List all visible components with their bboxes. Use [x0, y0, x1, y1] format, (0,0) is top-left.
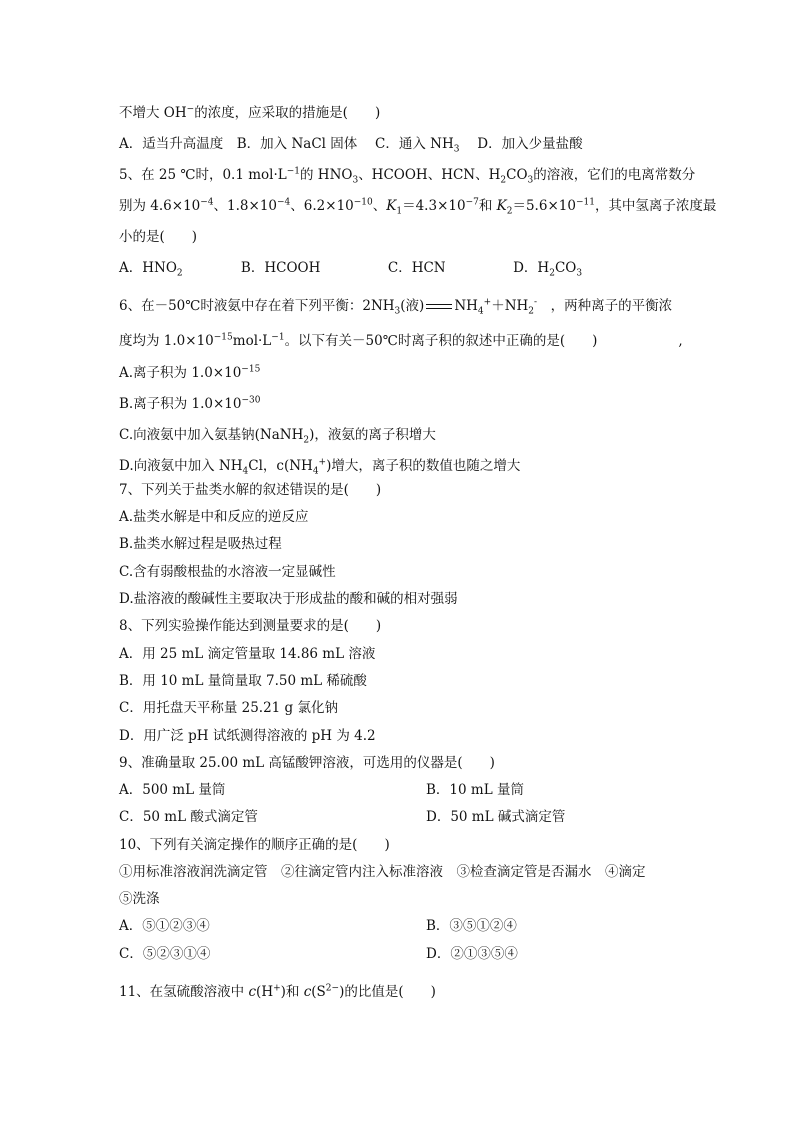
text-line-l24: B．10 mL 量筒 [426, 782, 524, 798]
text-line-l21: D．用广泛 pH 试纸测得溶液的 pH 为 4.2 [119, 728, 376, 744]
text-line-l26: D．50 mL 碱式滴定管 [426, 809, 566, 825]
text-line-l8: A.离子积为 $1.0\times 10^{-15}$ [119, 364, 261, 381]
text-line-l6: 6、在－50℃时液氨中存在着下列平衡：$2NH_3$(液) $NH_4^++NH_2^-$ ，两种离子的平衡浓 [119, 297, 673, 317]
text-line-l32: C．⑤②③①④ [119, 946, 211, 962]
text-line-l7: 度均为 $1.0\times 10^{-15}mol\cdot L^{-1}$。以下有关－50℃时离子积的叙述中正确的是( ) , [119, 332, 683, 349]
text-line-l20: C．用托盘天平称量 25.21 g 氯化钠 [119, 700, 338, 716]
text-line-l18: A．用 25 mL 滴定管量取 14.86 mL 溶液 [119, 646, 376, 662]
text-line-l30: A．⑤①②③④ [119, 918, 210, 934]
text-line-l16: D.盐溶液的酸碱性主要取决于形成盐的酸和碱的相对强弱 [119, 591, 458, 607]
text-line-l3: 别为 $4.6\times 10^{-4}$、$1.8\times 10^{-4}$、$6.2\times 10^{-10}$、$K_1=4.3\times 10^{-7}$和 $K_2=5.6\times 10^{-11}$，其中氢离子浓度最 [119, 197, 717, 217]
text-line-l27: 10、下列有关滴定操作的顺序正确的是( ) [119, 837, 390, 853]
text-line-l19: B．用 10 mL 量筒量取 7.50 mL 稀硫酸 [119, 673, 367, 689]
text-line-l5: A．$HNO_2$ B．HCOOH C．HCN D．$H_2CO_3$ [119, 260, 583, 279]
text-line-l11: D.向液氨中加入 $NH_4Cl$，$c(NH_4^+)$增大，离子积的数值也随之增大 [119, 457, 521, 477]
text-line-l28: ①用标准溶液润洗滴定管 ②往滴定管内注入标准溶液 ③检查滴定管是否漏水 ④滴定 [119, 864, 646, 880]
text-line-l31: B．③⑤①②④ [426, 918, 517, 934]
text-line-l10: C.向液氨中加入氨基钠(NaNH$_2$)，液氨的离子积增大 [119, 427, 436, 446]
text-line-l15: C.含有弱酸根盐的水溶液一定显碱性 [119, 564, 336, 580]
text-line-l23: A．500 mL 量筒 [119, 782, 226, 798]
text-line-l13: A.盐类水解是中和反应的逆反应 [119, 509, 309, 525]
text-line-l9: B.离子积为 $1.0\times 10^{-30}$ [119, 395, 261, 412]
text-line-l14: B.盐类水解过程是吸热过程 [119, 536, 282, 552]
text-line-l29: ⑤洗涤 [119, 891, 160, 907]
text-line-l34: 11、在氢硫酸溶液中 c(H+)和 $c(S^{2-})$的比值是( ) [119, 983, 436, 1000]
text-line-l4: 小的是( ) [119, 229, 198, 245]
text-line-l25: C．50 mL 酸式滴定管 [119, 809, 258, 825]
text-line-l0: 不增大 OH−的浓度，应采取的措施是( ) [119, 104, 381, 121]
text-line-l2: 5、在 25 ℃时，0.1 $mol\cdot L^{-1}$的 $HNO_3$、HCOOH、HCN、$H_2CO_3$的溶液，它们的电离常数分 [119, 166, 696, 186]
text-line-l1: A．适当升高温度 B．加入 NaCl 固体 C．通入 $NH_3$ D．加入少量盐酸 [119, 136, 583, 155]
text-line-l17: 8、下列实验操作能达到测量要求的是( ) [119, 618, 382, 634]
text-line-l12: 7、下列关于盐类水解的叙述错误的是( ) [119, 482, 382, 498]
text-line-l33: D．②①③⑤④ [426, 946, 518, 962]
text-line-l22: 9、准确量取 25.00 mL 高锰酸钾溶液，可选用的仪器是( ) [119, 755, 495, 771]
